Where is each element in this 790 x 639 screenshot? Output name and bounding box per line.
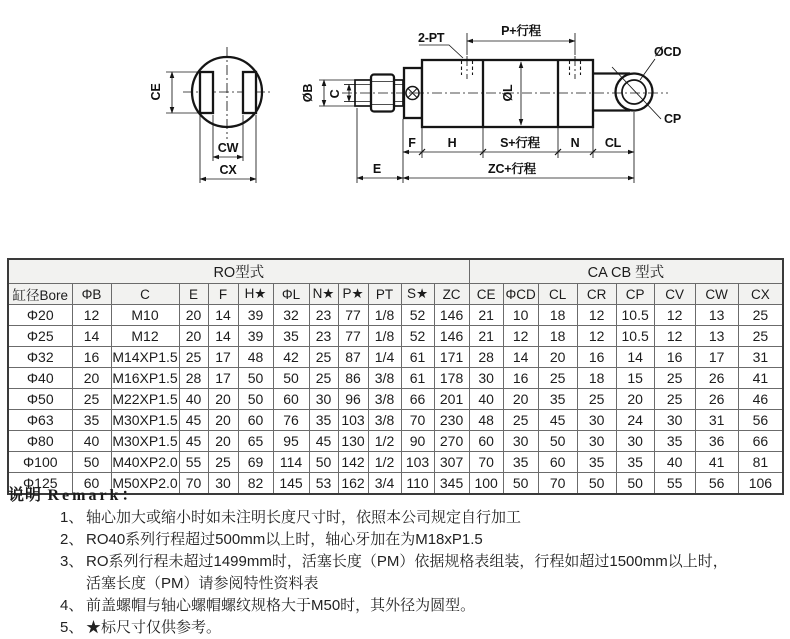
table-cell: 40 [469, 389, 503, 410]
dim-label-f: F [408, 136, 416, 150]
col-header-c: C [111, 284, 179, 305]
table-cell: 50 [503, 473, 538, 495]
table-cell: 100 [469, 473, 503, 495]
table-cell: 1/2 [368, 431, 401, 452]
table-cell: 35 [273, 326, 309, 347]
table-cell: 95 [273, 431, 309, 452]
table-group-header-row [8, 259, 783, 284]
table-cell: 20 [179, 305, 208, 326]
table-cell: 25 [309, 368, 338, 389]
remark-item-2 [8, 529, 782, 551]
table-cell: 30 [208, 473, 238, 495]
dim-label-c: C [328, 89, 342, 99]
table-cell-bore: Φ32 [8, 347, 72, 368]
dim-label-cl: CL [604, 136, 622, 150]
table-cell: 50 [238, 368, 273, 389]
table-cell: 25 [72, 389, 111, 410]
dim-label-ce: CE [149, 83, 163, 101]
table-cell: 30 [616, 431, 654, 452]
col-header-phil: ΦL [273, 284, 309, 305]
col-header-phib: ΦB [72, 284, 111, 305]
table-cell: 46 [738, 389, 783, 410]
table-cell: 18 [538, 305, 577, 326]
table-cell: 35 [616, 452, 654, 473]
table-cell: M50XP2.0 [111, 473, 179, 495]
table-cell: 201 [434, 389, 469, 410]
col-header-bore: 缸径Bore [8, 284, 72, 305]
remark-section [8, 482, 782, 639]
table-cell: M30XP1.5 [111, 431, 179, 452]
table-cell: 12 [654, 305, 695, 326]
table-cell: 20 [616, 389, 654, 410]
table-cell: M16XP1.5 [111, 368, 179, 389]
table-cell: 162 [338, 473, 368, 495]
table-cell: 52 [401, 326, 434, 347]
table-cell: 25 [738, 305, 783, 326]
table-cell: 28 [179, 368, 208, 389]
table-cell-bore: Φ50 [8, 389, 72, 410]
table-cell: 1/8 [368, 326, 401, 347]
table-cell: 28 [469, 347, 503, 368]
remark-item-3 [8, 551, 782, 573]
table-cell: M40XP2.0 [111, 452, 179, 473]
table-cell: 171 [434, 347, 469, 368]
table-cell: 30 [503, 431, 538, 452]
table-cell: 1/8 [368, 305, 401, 326]
table-cell: 70 [538, 473, 577, 495]
dim-label-2pt: 2-PT [418, 31, 445, 45]
table-cell: 25 [179, 347, 208, 368]
col-header-pt: PT [368, 284, 401, 305]
table-cell: 77 [338, 305, 368, 326]
table-cell: 50 [309, 452, 338, 473]
remark-heading-en: Remark： [47, 487, 141, 504]
table-cell: 60 [538, 452, 577, 473]
table-cell: 12 [577, 326, 616, 347]
table-row [8, 431, 783, 452]
table-row [8, 326, 783, 347]
remark-list [8, 507, 782, 639]
table-cell: 21 [469, 305, 503, 326]
remark-item-num: 4、 [60, 597, 84, 614]
table-cell: 96 [338, 389, 368, 410]
table-cell: 45 [179, 431, 208, 452]
dim-label-zc-stroke: ZC+行程 [488, 162, 536, 176]
table-row [8, 305, 783, 326]
table-cell: 70 [401, 410, 434, 431]
table-cell: 23 [309, 326, 338, 347]
table-cell: 35 [72, 410, 111, 431]
col-header-s: S★ [401, 284, 434, 305]
table-cell: 12 [577, 305, 616, 326]
table-cell: 12 [72, 305, 111, 326]
table-cell: 52 [401, 305, 434, 326]
table-cell: 14 [616, 347, 654, 368]
table-cell: 130 [338, 431, 368, 452]
table-cell: 30 [577, 410, 616, 431]
table-cell: 16 [577, 347, 616, 368]
table-cell: 26 [695, 368, 738, 389]
table-cell: 69 [238, 452, 273, 473]
table-cell: 40 [72, 431, 111, 452]
table-cell: 16 [503, 368, 538, 389]
col-header-cr: CR [577, 284, 616, 305]
col-header-ce: CE [469, 284, 503, 305]
table-cell: 35 [654, 431, 695, 452]
dim-label-cw: CW [217, 141, 239, 155]
table-cell: 40 [654, 452, 695, 473]
table-cell: 86 [338, 368, 368, 389]
table-cell: 25 [208, 452, 238, 473]
table-cell: 60 [238, 410, 273, 431]
table-cell: 41 [695, 452, 738, 473]
table-cell: 20 [208, 410, 238, 431]
table-cell: 20 [179, 326, 208, 347]
remark-item-num: 1、 [60, 509, 84, 526]
table-cell: 10.5 [616, 305, 654, 326]
remark-item-text: ★标尺寸仅供参考。 [86, 619, 222, 636]
table-cell: 45 [538, 410, 577, 431]
table-cell: 41 [738, 368, 783, 389]
spec-table-body [8, 305, 783, 495]
table-cell: 81 [738, 452, 783, 473]
table-cell: 55 [179, 452, 208, 473]
dim-label-p-stroke: P+行程 [501, 24, 541, 38]
table-cell: 10 [503, 305, 538, 326]
group-header-ro: RO型式 [8, 259, 469, 284]
table-cell: M30XP1.5 [111, 410, 179, 431]
table-cell: 230 [434, 410, 469, 431]
remark-item-text: RO系列行程未超过1499mm时，活塞长度（PM）依据规格表组装，行程如超过1500mm以上时， [86, 553, 728, 570]
col-header-cp: CP [616, 284, 654, 305]
table-cell-bore: Φ20 [8, 305, 72, 326]
table-cell: 16 [654, 347, 695, 368]
remark-item-1 [8, 507, 782, 529]
table-cell: 25 [503, 410, 538, 431]
remark-item-text: RO40系列行程超过500mm以上时，轴心牙加在为M18xP1.5 [86, 531, 483, 548]
table-cell-bore: Φ125 [8, 473, 72, 495]
dim-label-e: E [372, 162, 382, 176]
remark-item-4 [8, 595, 782, 617]
remark-item-num [60, 573, 86, 595]
table-cell-bore: Φ25 [8, 326, 72, 347]
table-cell: 20 [208, 431, 238, 452]
table-cell-bore: Φ63 [8, 410, 72, 431]
table-cell: 3/4 [368, 473, 401, 495]
table-cell: 45 [179, 410, 208, 431]
table-cell: 14 [208, 305, 238, 326]
col-header-zc: ZC [434, 284, 469, 305]
table-cell: 60 [72, 473, 111, 495]
table-cell: 20 [208, 389, 238, 410]
table-cell: 50 [238, 389, 273, 410]
table-cell: 35 [577, 452, 616, 473]
table-cell: 16 [72, 347, 111, 368]
table-cell: 48 [469, 410, 503, 431]
col-header-cv: CV [654, 284, 695, 305]
table-cell: 25 [309, 347, 338, 368]
table-cell: 66 [738, 431, 783, 452]
table-cell: 65 [238, 431, 273, 452]
table-cell: 42 [273, 347, 309, 368]
table-cell: 20 [72, 368, 111, 389]
col-header-cx: CX [738, 284, 783, 305]
table-row [8, 452, 783, 473]
table-cell: 39 [238, 326, 273, 347]
table-cell: M12 [111, 326, 179, 347]
table-cell: 10.5 [616, 326, 654, 347]
table-row [8, 410, 783, 431]
table-cell: 3/8 [368, 410, 401, 431]
table-cell: 18 [577, 368, 616, 389]
table-cell: 50 [577, 473, 616, 495]
table-cell: 1/4 [368, 347, 401, 368]
table-cell: 24 [616, 410, 654, 431]
table-cell: 70 [469, 452, 503, 473]
table-cell: 12 [503, 326, 538, 347]
remark-heading-zh: 说明 [8, 487, 43, 504]
table-cell: 82 [238, 473, 273, 495]
dim-label-cp: CP [664, 112, 681, 126]
table-cell: 87 [338, 347, 368, 368]
table-cell: 50 [72, 452, 111, 473]
table-cell: 70 [179, 473, 208, 495]
table-cell: 12 [654, 326, 695, 347]
table-cell: 32 [273, 305, 309, 326]
table-cell: 18 [538, 326, 577, 347]
table-cell: 3/8 [368, 368, 401, 389]
remark-item-3-cont [8, 573, 782, 595]
table-cell: 66 [401, 389, 434, 410]
table-cell: 76 [273, 410, 309, 431]
col-header-cw: CW [695, 284, 738, 305]
table-cell: 53 [309, 473, 338, 495]
table-cell: 26 [695, 389, 738, 410]
remark-item-text: 轴心加大或缩小时如未注明长度尺寸时，依照本公司规定自行加工 [86, 509, 522, 526]
table-cell: 61 [401, 347, 434, 368]
table-cell: 55 [654, 473, 695, 495]
table-cell: 103 [338, 410, 368, 431]
table-cell: 35 [538, 389, 577, 410]
table-cell: 30 [309, 389, 338, 410]
table-cell: 25 [654, 368, 695, 389]
table-cell: 60 [469, 431, 503, 452]
remark-item-text: 活塞长度（PM）请参阅特性资料表 [86, 575, 319, 592]
table-cell: 17 [208, 368, 238, 389]
table-cell: 14 [72, 326, 111, 347]
table-cell: 114 [273, 452, 309, 473]
table-cell: 90 [401, 431, 434, 452]
table-cell: 145 [273, 473, 309, 495]
remark-item-num: 5、 [60, 619, 84, 636]
table-cell: 35 [503, 452, 538, 473]
dim-label-h: H [447, 136, 457, 150]
table-cell: 20 [538, 347, 577, 368]
table-cell: 345 [434, 473, 469, 495]
table-cell: 36 [695, 431, 738, 452]
table-cell: 106 [738, 473, 783, 495]
group-header-cacb: CA CB 型式 [469, 259, 783, 284]
table-row [8, 389, 783, 410]
table-cell-bore: Φ40 [8, 368, 72, 389]
table-cell: 61 [401, 368, 434, 389]
table-cell: 1/2 [368, 452, 401, 473]
table-cell: 15 [616, 368, 654, 389]
table-cell: 77 [338, 326, 368, 347]
remark-item-text: 前盖螺帽与轴心螺帽螺纹规格大于M50时，其外径为圆型。 [86, 597, 476, 614]
col-header-n: N★ [309, 284, 338, 305]
col-header-phicd: ΦCD [503, 284, 538, 305]
table-cell: 103 [401, 452, 434, 473]
table-cell: 110 [401, 473, 434, 495]
side-view [301, 23, 681, 183]
table-cell-bore: Φ100 [8, 452, 72, 473]
dim-label-n: N [570, 136, 580, 150]
table-row [8, 347, 783, 368]
table-cell: 50 [616, 473, 654, 495]
table-cell: 142 [338, 452, 368, 473]
table-cell: 23 [309, 305, 338, 326]
table-cell: 14 [208, 326, 238, 347]
table-cell: 50 [273, 368, 309, 389]
table-cell: 30 [654, 410, 695, 431]
col-header-h: H★ [238, 284, 273, 305]
col-header-f: F [208, 284, 238, 305]
table-cell-bore: Φ80 [8, 431, 72, 452]
table-cell: 56 [738, 410, 783, 431]
table-cell: 307 [434, 452, 469, 473]
table-cell: 146 [434, 305, 469, 326]
dim-label-phi-cd: ØCD [654, 45, 682, 59]
table-cell: 39 [238, 305, 273, 326]
cylinder-drawing [0, 0, 790, 256]
table-cell: 25 [577, 389, 616, 410]
remark-item-num: 3、 [60, 553, 84, 570]
table-row [8, 368, 783, 389]
table-cell: 270 [434, 431, 469, 452]
remark-item-5 [8, 617, 782, 639]
table-cell: 25 [654, 389, 695, 410]
table-cell: 60 [273, 389, 309, 410]
table-cell: 3/8 [368, 389, 401, 410]
table-cell: 17 [208, 347, 238, 368]
table-cell: 30 [469, 368, 503, 389]
table-cell: M10 [111, 305, 179, 326]
remark-heading [8, 482, 782, 505]
table-cell: 13 [695, 305, 738, 326]
table-cell: 31 [738, 347, 783, 368]
table-header-row [8, 284, 783, 305]
table-cell: 30 [577, 431, 616, 452]
table-cell: 35 [309, 410, 338, 431]
col-header-e: E [179, 284, 208, 305]
table-cell: 20 [503, 389, 538, 410]
table-cell: 14 [503, 347, 538, 368]
dim-label-cx: CX [219, 163, 237, 177]
table-cell: 17 [695, 347, 738, 368]
spec-table [7, 258, 784, 495]
table-cell: 50 [538, 431, 577, 452]
table-cell: 45 [309, 431, 338, 452]
table-cell: 48 [238, 347, 273, 368]
table-cell: 40 [179, 389, 208, 410]
table-cell: 25 [538, 368, 577, 389]
table-cell: 21 [469, 326, 503, 347]
remark-item-num: 2、 [60, 531, 84, 548]
table-cell: 31 [695, 410, 738, 431]
dim-label-s-stroke: S+行程 [500, 136, 540, 150]
table-cell: 25 [738, 326, 783, 347]
table-cell: 146 [434, 326, 469, 347]
table-cell: 13 [695, 326, 738, 347]
dim-label-phi-l: ØL [501, 84, 515, 102]
table-cell: M14XP1.5 [111, 347, 179, 368]
table-cell: M22XP1.5 [111, 389, 179, 410]
table-cell: 178 [434, 368, 469, 389]
col-header-cl: CL [538, 284, 577, 305]
table-cell: 56 [695, 473, 738, 495]
end-view [149, 47, 272, 183]
col-header-p: P★ [338, 284, 368, 305]
dim-label-phi-b: ØB [301, 83, 315, 103]
